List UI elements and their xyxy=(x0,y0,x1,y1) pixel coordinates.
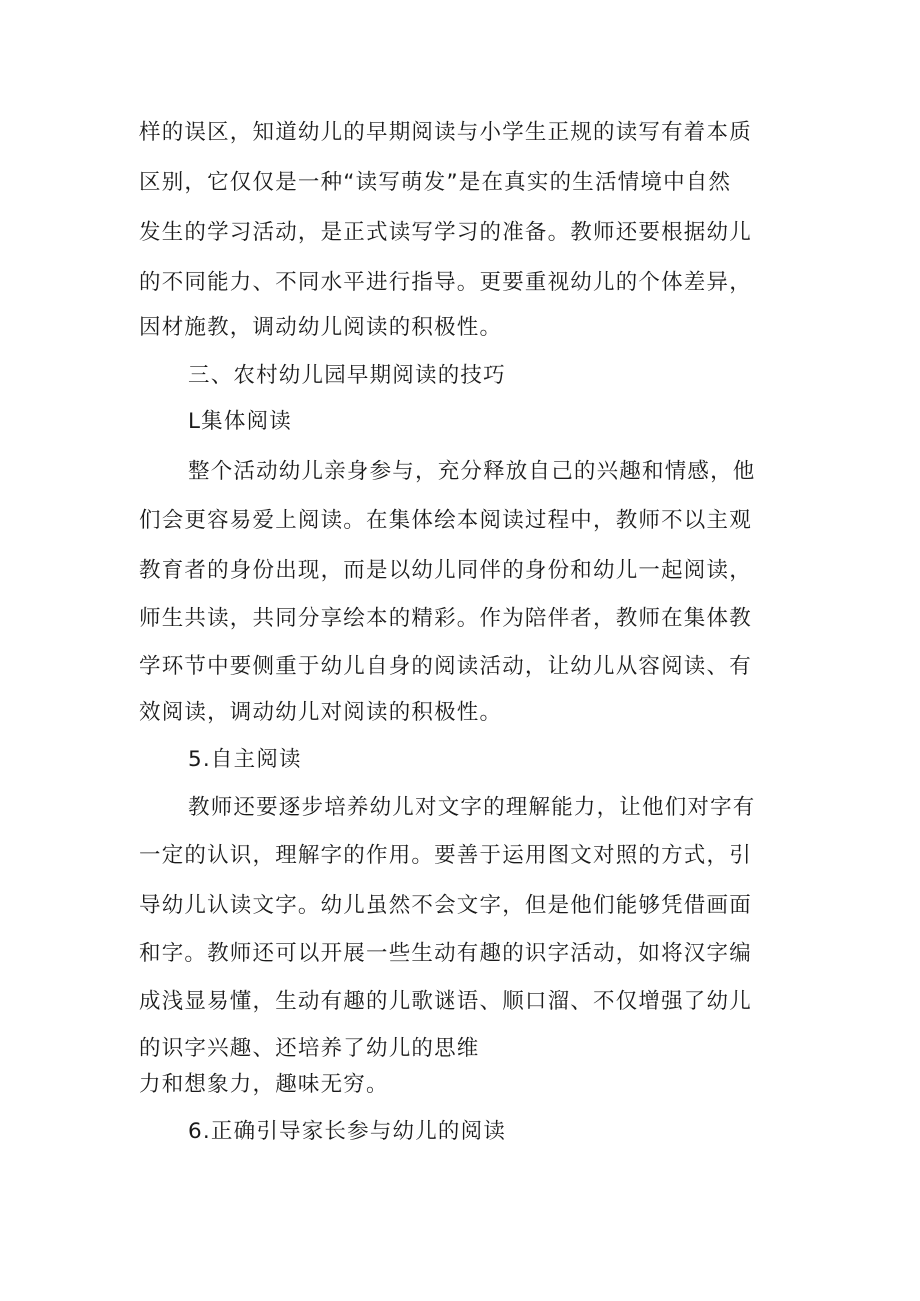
paragraph-line: 因材施教，调动幼儿阅读的积极性。 xyxy=(139,315,503,340)
paragraph-line: 师生共读，共同分享绘本的精彩。作为陪伴者，教师在集体教 xyxy=(139,606,752,631)
paragraph-line: 们会更容易爱上阅读。在集体绘本阅读过程中，教师不以主观 xyxy=(139,508,752,533)
paragraph-line: 样的误区，知道幼儿的早期阅读与小学生正规的读写有着本质 xyxy=(139,120,752,145)
paragraph-line: 力和想象力，趣味无穷。 xyxy=(139,1072,389,1097)
paragraph-line: 教师还要逐步培养幼儿对文字的理解能力，让他们对字有 xyxy=(188,795,756,820)
paragraph-line: 区别，它仅仅是一种“读写萌发”是在真实的生活情境中自然 xyxy=(139,170,732,195)
paragraph-line: 的识字兴趣、还培养了幼儿的思维 xyxy=(139,1036,480,1061)
paragraph-line: 整个活动幼儿亲身参与，充分释放自己的兴趣和情感，他 xyxy=(188,459,756,484)
paragraph-line: 发生的学习活动，是正式读写学习的准备。教师还要根据幼儿 xyxy=(139,220,752,245)
paragraph-line: 导幼儿认读文字。幼儿虽然不会文字，但是他们能够凭借画面 xyxy=(139,893,752,918)
subsection-heading: 6.正确引导家长参与幼儿的阅读 xyxy=(188,1119,507,1144)
paragraph-line: 和字。教师还可以开展一些生动有趣的识字活动，如将汉字编 xyxy=(139,941,752,966)
paragraph-line: 的不同能力、不同水平进行指导。更要重视幼儿的个体差异， xyxy=(139,270,752,295)
paragraph-line: 学环节中要侧重于幼儿自身的阅读活动，让幼儿从容阅读、有 xyxy=(139,654,752,679)
paragraph-line: 教育者的身份出现，而是以幼儿同伴的身份和幼儿一起阅读， xyxy=(139,558,752,583)
paragraph-line: 一定的认识，理解字的作用。要善于运用图文对照的方式，引 xyxy=(139,843,752,868)
subsection-heading: L集体阅读 xyxy=(188,409,292,434)
paragraph-line: 成浅显易懂，生动有趣的儿歌谜语、顺口溜、不仅增强了幼儿 xyxy=(139,989,752,1014)
paragraph-line: 效阅读，调动幼儿对阅读的积极性。 xyxy=(139,700,503,725)
section-heading: 三、农村幼儿园早期阅读的技巧 xyxy=(188,363,506,388)
subsection-heading: 5.自主阅读 xyxy=(188,747,302,772)
